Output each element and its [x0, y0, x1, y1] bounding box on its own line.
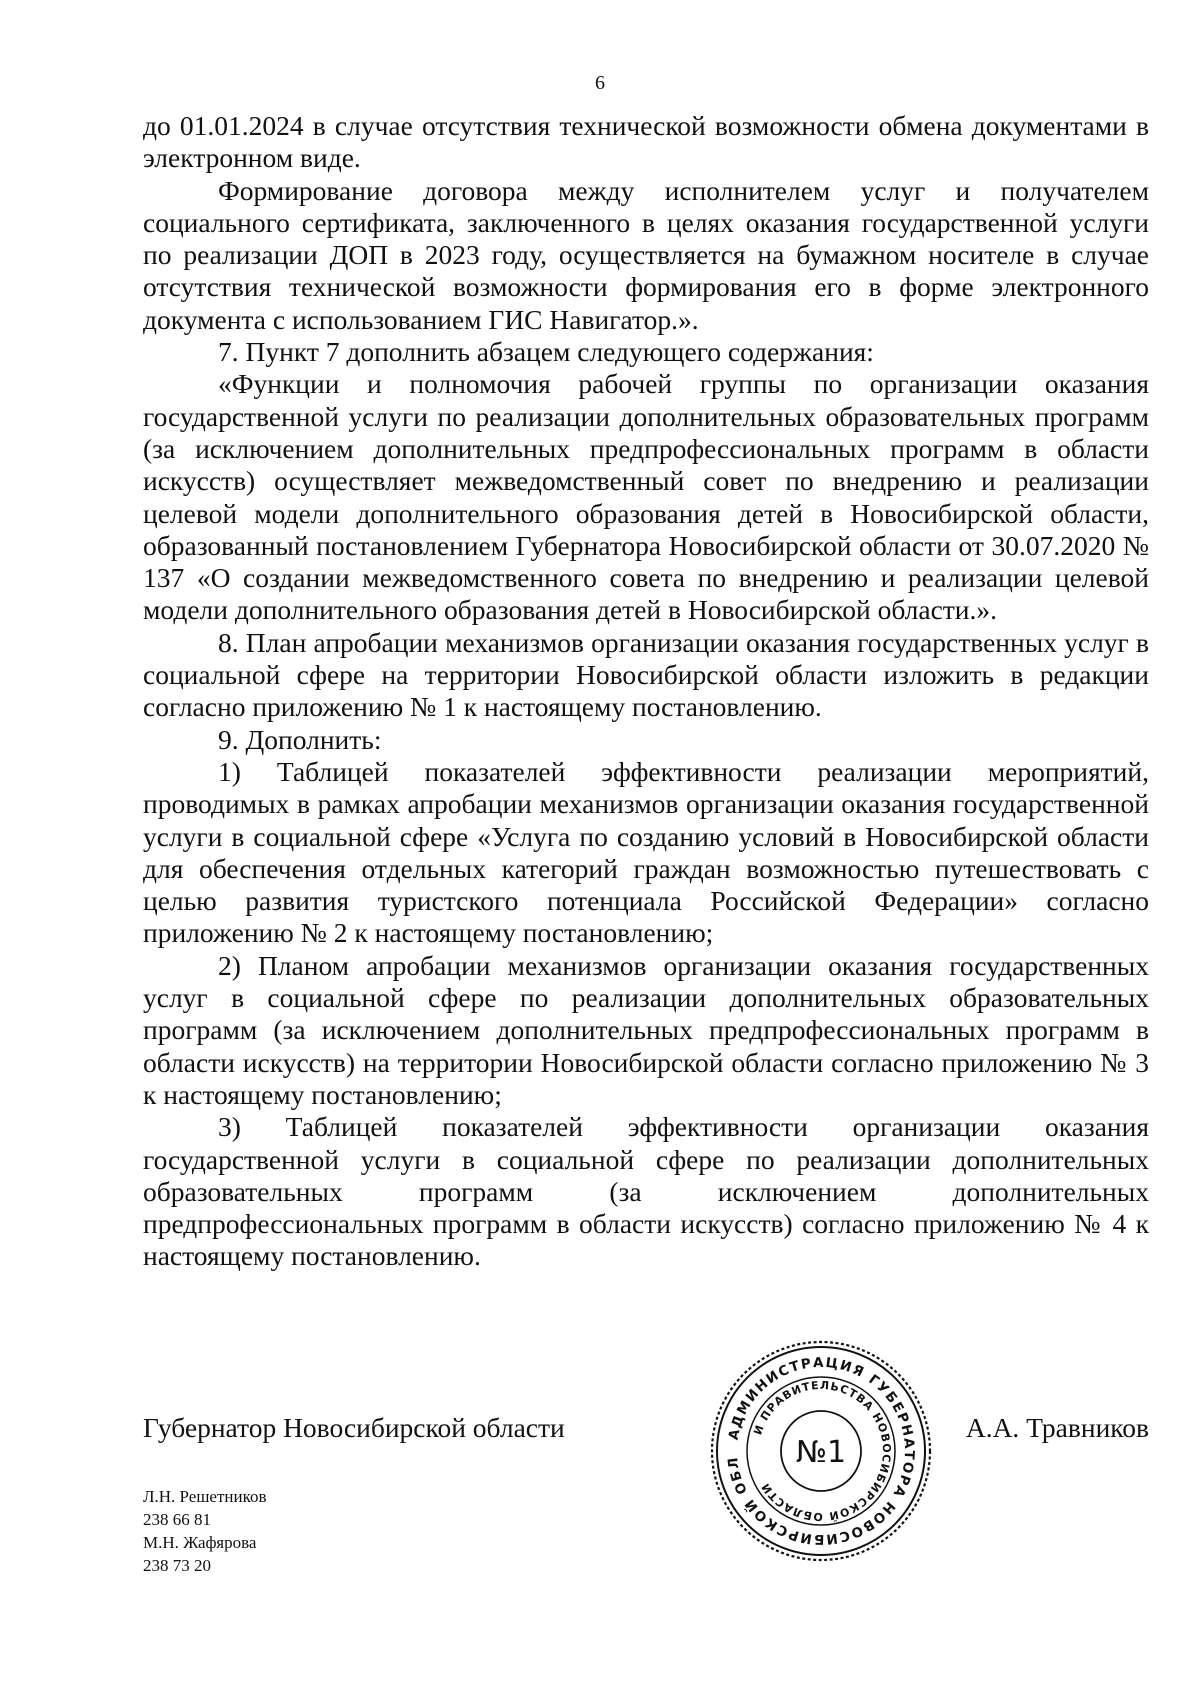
paragraph: 3) Таблицей показателей эффективности организации оказания государственной услуги в социальной сфере по реализации дополнительных образовательных программ (за исключением дополнительных предпрофессиональных программ в области искусств) согласно приложению № 4 к настоящему постановлению. [143, 1111, 1149, 1272]
paragraph: до 01.01.2024 в случае отсутствия технической возможности обмена документами в электронном виде. [143, 110, 1149, 174]
signatory-name: А.А. Травников [965, 1412, 1149, 1443]
seal-outer-text: АДМИНИСТРАЦИЯ ГУБЕРНАТОРА НОВОСИБИРСКОЙ ОБЛ [724, 1354, 918, 1548]
paragraph: 8. План апробации механизмов организации оказания государственных услуг в социальной сфере на территории Новосибирской области изложить в редакции согласно приложению № 1 к настоящему постановлению. [143, 626, 1149, 723]
executor-name: М.Н. Жафярова [143, 1533, 257, 1552]
seal-number: №1 [795, 1435, 847, 1470]
official-seal [708, 1338, 934, 1564]
paragraph: 1) Таблицей показателей эффективности реализации мероприятий, проводимых в рамках апробации механизмов организации оказания государственной услуги в социальной сфере «Услуга по созданию условий в Новосибирской области для обеспечения отдельных категорий граждан возможностью путешествовать с целью развития туристского потенциала Российской Федерации» согласно приложению № 2 к настоящему постановлению; [143, 755, 1149, 949]
paragraph: 7. Пункт 7 дополнить абзацем следующего содержания: [218, 336, 874, 368]
signatory-position: Губернатор Новосибирской области [143, 1412, 565, 1443]
paragraph: Формирование договора между исполнителем услуг и получателем социального сертификата, заключенного в целях оказания государственной услуги по реализации ДОП в 2023 году, осуществляется на бумажном носителе в случае отсутствия технической возможности формирования его в форме электронного документа с использованием ГИС Навигатор.». [143, 174, 1149, 335]
executor-name: Л.Н. Решетников [143, 1487, 267, 1506]
paragraph: 9. Дополнить: [218, 723, 382, 755]
executors-block [143, 1485, 267, 1577]
page-number: 6 [595, 72, 605, 94]
paragraph: 2) Планом апробации механизмов организации оказания государственных услуг в социальной сфере по реализации дополнительных образовательных программ (за исключением дополнительных предпрофессиональных программ в области искусств) на территории Новосибирской области согласно приложению № 3 к настоящему постановлению; [143, 949, 1149, 1110]
document-body [143, 110, 1149, 1273]
executor-phone: 238 66 81 [143, 1510, 211, 1529]
executor-phone: 238 73 20 [143, 1556, 211, 1575]
paragraph: «Функции и полномочия рабочей группы по организации оказания государственной услуги по реализации дополнительных образовательных программ (за исключением дополнительных предпрофессиональных программ в области искусств) осуществляет межведомственный совет по внедрению и реализации целевой модели дополнительного образования детей в Новосибирской области, образованный постановлением Губернатора Новосибирской области от 30.07.2020 № 137 «О создании межведомственного совета по внедрению и реализации целевой модели дополнительного образования детей в Новосибирской области.». [143, 368, 1149, 626]
seal-inner-text: И ПРАВИТЕЛЬСТВА НОВОСИБИРСКОЙ ОБЛАСТИ [751, 1378, 894, 1524]
seal-graphic [708, 1338, 934, 1564]
